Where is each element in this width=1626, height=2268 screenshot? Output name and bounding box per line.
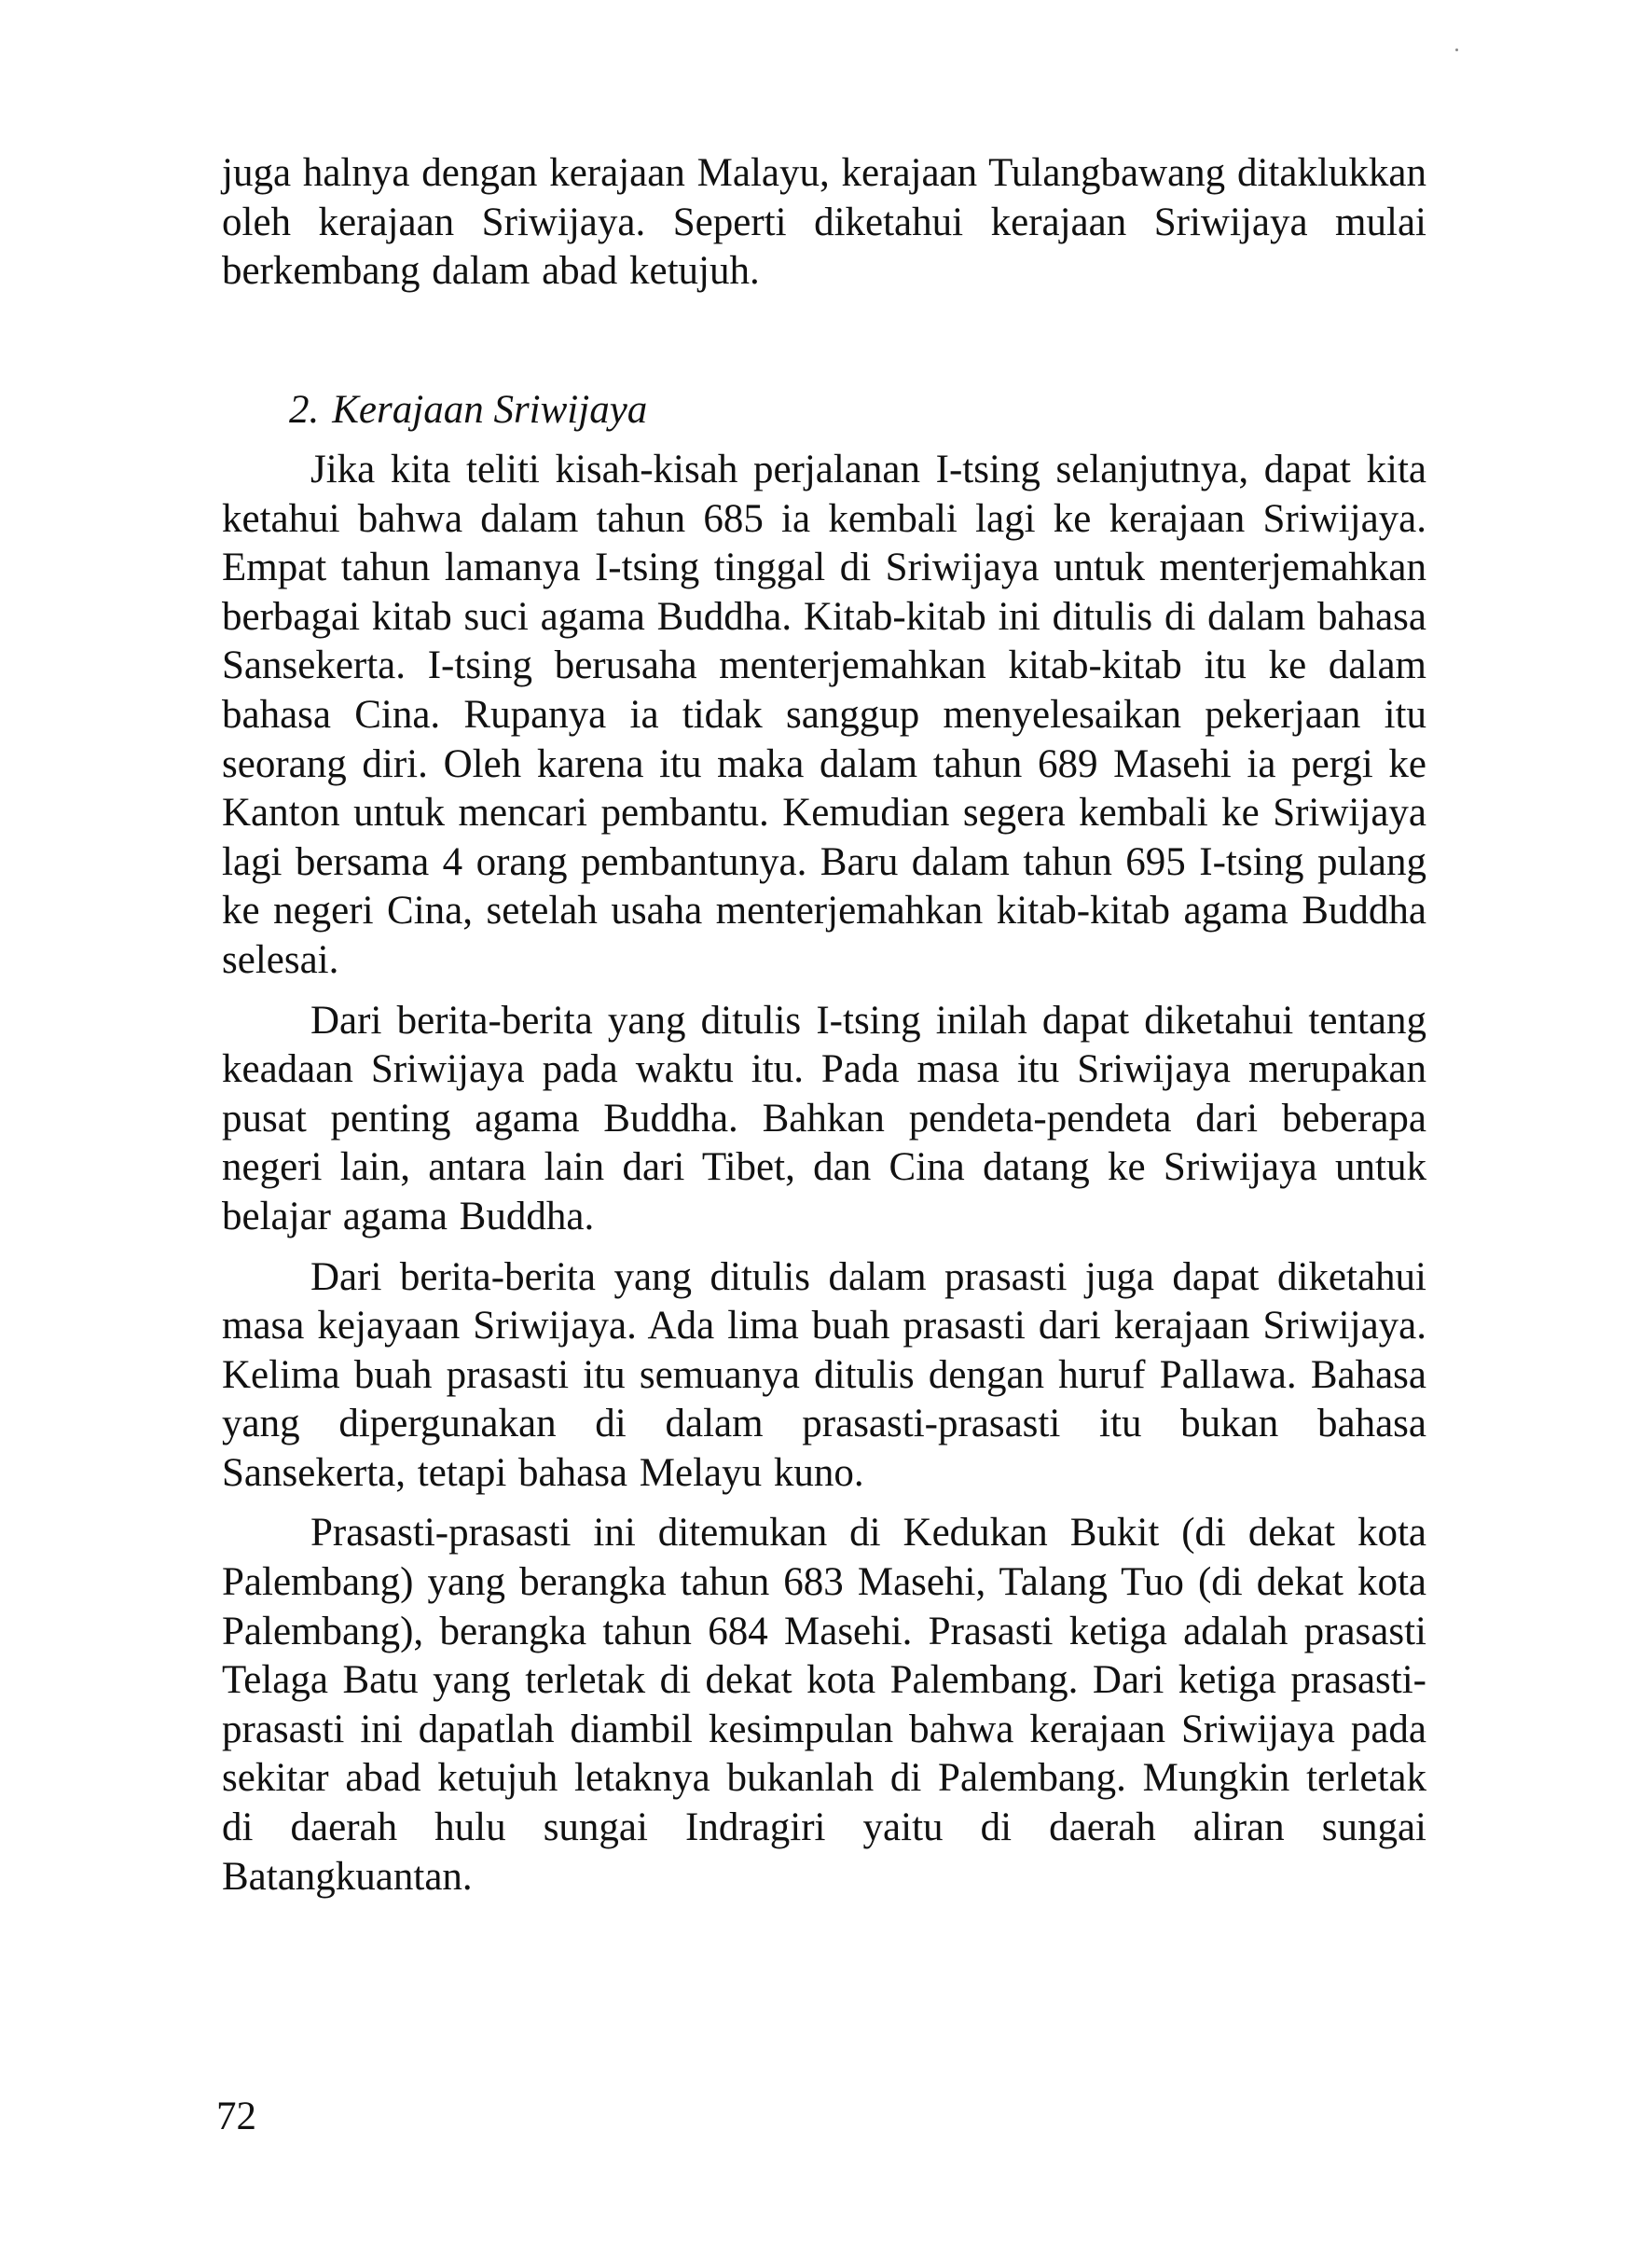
body-text [222, 446, 1426, 1913]
paragraph: Dari berita-berita yang ditulis dalam prasasti juga dapat diketahui masa kejayaan Sriwijaya. Ada lima buah prasasti dari kerajaan Sriwijaya. Kelima buah prasasti itu semuanya ditulis dengan huruf Pallawa. Bahasa yang dipergunakan di dalam prasasti-prasasti itu bukan bahasa Sansekerta, tetapi bahasa Melayu kuno. [222, 1254, 1426, 1495]
paragraph: Jika kita teliti kisah-kisah perjalanan I-tsing selanjutnya, dapat kita ketahui bahwa dalam tahun 685 ia kembali lagi ke kerajaan Sriwijaya. Empat tahun lamanya I-tsing tinggal di Sriwijaya untuk menterjemahkan berbagai kitab suci agama Buddha. Kitab-kitab ini ditulis di dalam bahasa Sansekerta. I-tsing berusaha menterjemahkan kitab-kitab itu ke dalam bahasa Cina. Rupanya ia tidak sanggup menyelesaikan pekerjaan itu seorang diri. Oleh karena itu maka dalam tahun 689 Masehi ia pergi ke Kanton untuk mencari pembantu. Kemudian segera kembali ke Sriwijaya lagi bersama 4 orang pembantunya. Baru dalam tahun 695 I-tsing pulang ke negeri Cina, setelah usaha menterjemahkan kitab-kitab agama Buddha selesai. [222, 448, 1426, 982]
section-number: 2. [289, 388, 320, 432]
scan-speck [1455, 48, 1458, 51]
section-title: Kerajaan Sriwijaya [332, 388, 648, 432]
intro-text [222, 149, 1426, 297]
page-number: 72 [216, 2095, 256, 2138]
paragraph: Prasasti-prasasti ini ditemukan di Kedukan Bukit (di dekat kota Palembang) yang berangka tahun 683 Masehi, Talang Tuo (di dekat kota Palembang), berangka tahun 684 Masehi. Prasasti ketiga adalah prasasti Telaga Batu yang terletak di dekat kota Palembang. Dari ketiga prasasti-prasasti ini dapatlah diambil kesimpulan bahwa kerajaan Sriwijaya pada sekitar abad ketujuh letaknya bukanlah di Palembang. Mungkin terletak di daerah hulu sungai Indragiri yaitu di daerah aliran sungai Batangkuantan. [222, 1511, 1426, 1899]
paragraph: Dari berita-berita yang ditulis I-tsing inilah dapat diketahui tentang keadaan Sriwijaya pada waktu itu. Pada masa itu Sriwijaya merupakan pusat penting agama Buddha. Bahkan pendeta-pendeta dari beberapa negeri lain, antara lain dari Tibet, dan Cina datang ke Sriwijaya untuk belajar agama Buddha. [222, 998, 1426, 1238]
intro-paragraph: juga halnya dengan kerajaan Malayu, kerajaan Tulangbawang ditaklukkan oleh kerajaan Sriwijaya. Seperti diketahui kerajaan Sriwijaya mulai berkembang dalam abad ketujuh. [222, 151, 1426, 294]
section-heading [289, 386, 647, 435]
